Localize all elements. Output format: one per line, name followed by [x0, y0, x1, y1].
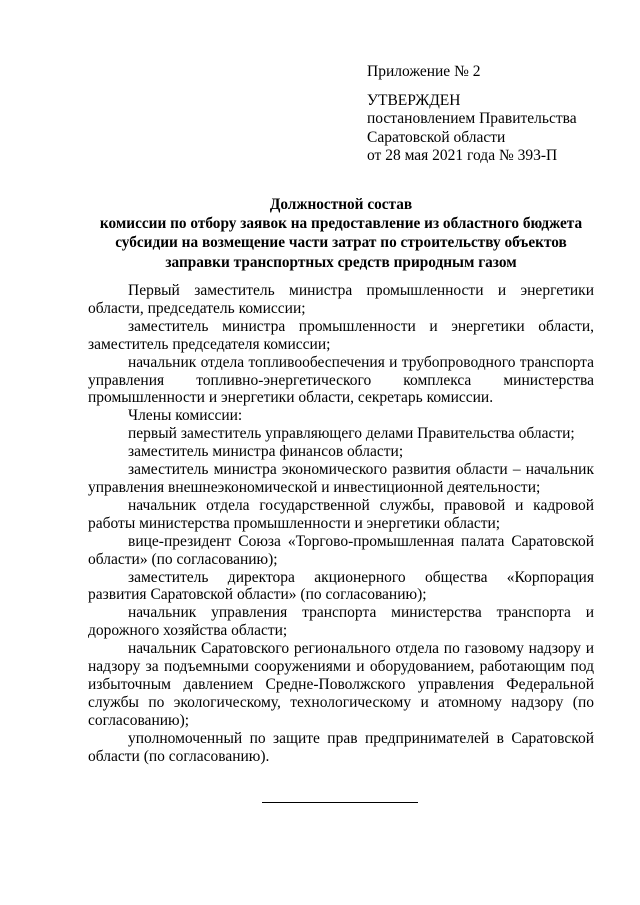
paragraph: заместитель министра экономического развития области – начальник управления внешнеэкономической и инвестиционной деятельности;: [88, 461, 594, 496]
approval-line-2: Саратовской области: [367, 128, 506, 146]
paragraph: первый заместитель управляющего делами Правительства области;: [128, 425, 575, 443]
paragraph: Члены комиссии:: [128, 407, 243, 425]
paragraph: вице-президент Союза «Торгово-промышленная палата Саратовской области» (по согласованию);: [88, 532, 594, 568]
title-line-2: комиссии по отбору заявок на предоставление из областного бюджета: [99, 215, 583, 233]
approval-stamp: УТВЕРЖДЕН: [367, 91, 461, 109]
commission-list: [88, 282, 594, 765]
approval-line-1: постановлением Правительства: [367, 110, 577, 127]
appendix-number: Приложение № 2: [367, 63, 481, 80]
spacer: [367, 82, 617, 92]
paragraph: Первый заместитель министра промышленности и энергетики области, председатель комиссии;: [88, 282, 594, 317]
title-line-4: заправки транспортных средств природным газом: [165, 253, 517, 271]
paragraph: заместитель министра промышленности и энергетики области, заместитель председателя комиссии;: [88, 317, 594, 353]
paragraph: начальник отдела государственной службы, правовой и кадровой работы министерства промышленности и энергетики области;: [88, 496, 594, 532]
paragraph: заместитель министра финансов области;: [128, 443, 404, 461]
title-line-3: субсидии на возмещение части затрат по строительству объектов: [115, 234, 567, 252]
document-title: [88, 195, 594, 272]
title-line-1: Должностной состав: [269, 196, 413, 213]
paragraph: начальник Саратовского регионального отдела по газовому надзору и надзору за подъемными сооружениями и оборудованием, работающим под избыточным давлением Средне-Поволжского управления Федеральной службы по экологическому, технологическому и атомному надзору (по согласованию);: [88, 640, 594, 729]
end-separator-line: [262, 802, 418, 803]
approval-line-3: от 28 мая 2021 года № 393-П: [367, 147, 558, 164]
appendix-block: [367, 63, 617, 166]
paragraph: уполномоченный по защите прав предпринимателей в Саратовской области (по согласованию).: [88, 729, 594, 765]
paragraph: начальник отдела топливообеспечения и трубопроводного транспорта управления топливно-энергетического комплекса министерства промышленности и энергетики области, секретарь комиссии.: [88, 353, 594, 407]
paragraph: начальник управления транспорта министерства транспорта и дорожного хозяйства области;: [88, 604, 594, 640]
paragraph: заместитель директора акционерного общества «Корпорация развития Саратовской области» (по согласованию);: [88, 568, 594, 604]
